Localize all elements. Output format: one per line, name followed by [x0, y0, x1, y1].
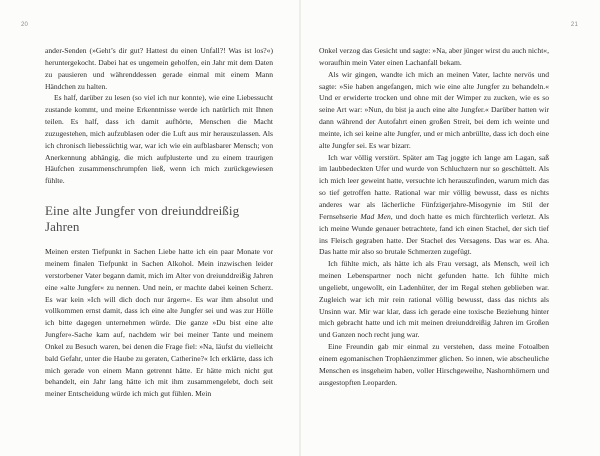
paragraph: Ich fühlte mich, als hätte ich als Frau versagt, als Mensch, weil ich meinen Lebenspartner noch nicht gefunden hatte. Ich fühlte mich ungeliebt, ungewollt, ein Ladenhüter, der im Regal stehen geblieben war. Zugleich war ich mir rein rational völlig bewusst, dass das nichts als Unsinn war. Mir war klar, dass ich gerade eine toxische Beziehung hinter mich gebracht hatte und ich mit meinen dreiunddreißig Jahren im Großen und Ganzen noch recht jung war. [319, 259, 549, 340]
page-number-left: 20 [21, 22, 29, 28]
section-heading: Eine alte Jungfer von dreiunddreißig Jahren [45, 203, 240, 235]
paragraph-text: , und doch hatte es mich fürchterlich verletzt. Als ich meine Wunde genauer betrachtete, fand ich einen Stachel, der sich tief ins Fleisch gegraben hatte. Der Stachel des Versagens. Das war es. Aha. Das hatte mir also so brutale Schmerzen zugefügt. [319, 211, 550, 257]
paragraph: ander-Senden (»Geht’s dir gut? Hattest du einen Unfall?! Was ist los?«) heruntergekocht. Dabei hat es ungemein geholfen, ein Jahr mit dem Daten zu pausieren und währenddessen gerade einmal mit einem Mann Händchen zu halten. [45, 46, 273, 91]
page-number-right: 21 [570, 22, 578, 28]
paragraph: Onkel verzog das Gesicht und sagte: »Na, aber jünger wirst du auch nicht«, woraufhin mein Vater einen Lachanfall bekam. [319, 46, 549, 67]
paragraph: Meinen ersten Tiefpunkt in Sachen Liebe hatte ich ein paar Monate vor meinem finalen Tiefpunkt in Sachen Alkohol. Mein inzwischen leider verstorbener Vater begann damit, mich im Alter von dreiunddreißig Jahren eine »alte Jungfer« zu nennen. Und nein, er machte dabei keinen Scherz. Es war kein »Ich will dich doch nur ärgern«. Es war ihm absolut und vollkommen ernst damit, dass ich eine alte Jungfer sei und was zur Hölle ich bitte dagegen unternehmen würde. Die ganze »Du bist eine alte Jungfer«-Sache kam auf, nachdem wir bei meiner Tante und meinem Onkel zu Besuch waren, bei denen die Frage fiel: »Na, läufst du vielleicht bald Gefahr, unter die Haube zu geraten, Catherine?« Ich erklärte, dass ich mich gerade von einem Mann getrennt hätte. Er hätte mich nicht gut behandelt, ein Jahr lang hätte ich mit ihm zusammengelebt, doch seit meiner Entscheidung würde ich mich gut fühlen. Mein [45, 247, 273, 399]
paragraph: Eine Freundin gab mir einmal zu verstehen, dass meine Fotoalben einem egomanischen Trophäenzimmer glichen. So innen, wie abscheuliche Menschen es insgeheim haben, voller Hirschgeweihe, Nashornhörnern und ausgestopften Leoparden. [319, 342, 549, 387]
paragraph: Es half, darüber zu lesen (so viel ich nur konnte), wie eine Liebessucht zustande kommt, und meine Erkenntnisse werde ich natürlich mit Ihnen teilen. Es half, dass ich damit aufhörte, Menschen die Macht zuzugestehen, mich aufzublasen oder die Luft aus mir herauszulassen. Als ich chronisch liebessüchtig war, war ich wie ein aufblasbarer Mensch; von Anerkennung abhängig, die mich aufplusterte und zu einem traurigen Häufchen zusammenschrumpfen ließ, wenn ich mich zurückgewiesen fühlte. [45, 93, 273, 186]
paragraph-text: Ich war völlig verstört. Später am Tag joggte ich lange am Lagan, saß im laubbedeckten Ufer und wurde von Schluchzern nur so geschüttelt. Als ich mich leer geweint hatte, versuchte ich herauszufinden, warum mich das so tief getroffen hatte. Rational war mir völlig bewusst, dass es nichts anderes war als lächerliche Fünfzigerjahre-Misogynie im Stil der Fernsehserie [319, 152, 549, 221]
paragraph: Als wir gingen, wandte ich mich an meinen Vater, lachte nervös und sagte: »Sie haben angefangen, mich wie eine alte Jungfer zu behandeln.« Und er erwiderte trocken und ohne mit der Wimper zu zucken, wie es so seine Art war: »Nun, du bist ja auch eine alte Jungfer.« Darüber hatten wir dann während der Autofahrt einen großen Streit, bei dem ich weinte und meinte, ich sei keine alte Jungfer, und er mich anbrüllte, dass ich doch eine alte Jungfer sei. Es war bizarr. [319, 69, 549, 150]
left-page-text [45, 45, 273, 400]
right-page [300, 0, 600, 456]
right-page-text [319, 45, 549, 388]
tv-series-title: Mad Men [360, 211, 391, 221]
paragraph [319, 152, 549, 259]
